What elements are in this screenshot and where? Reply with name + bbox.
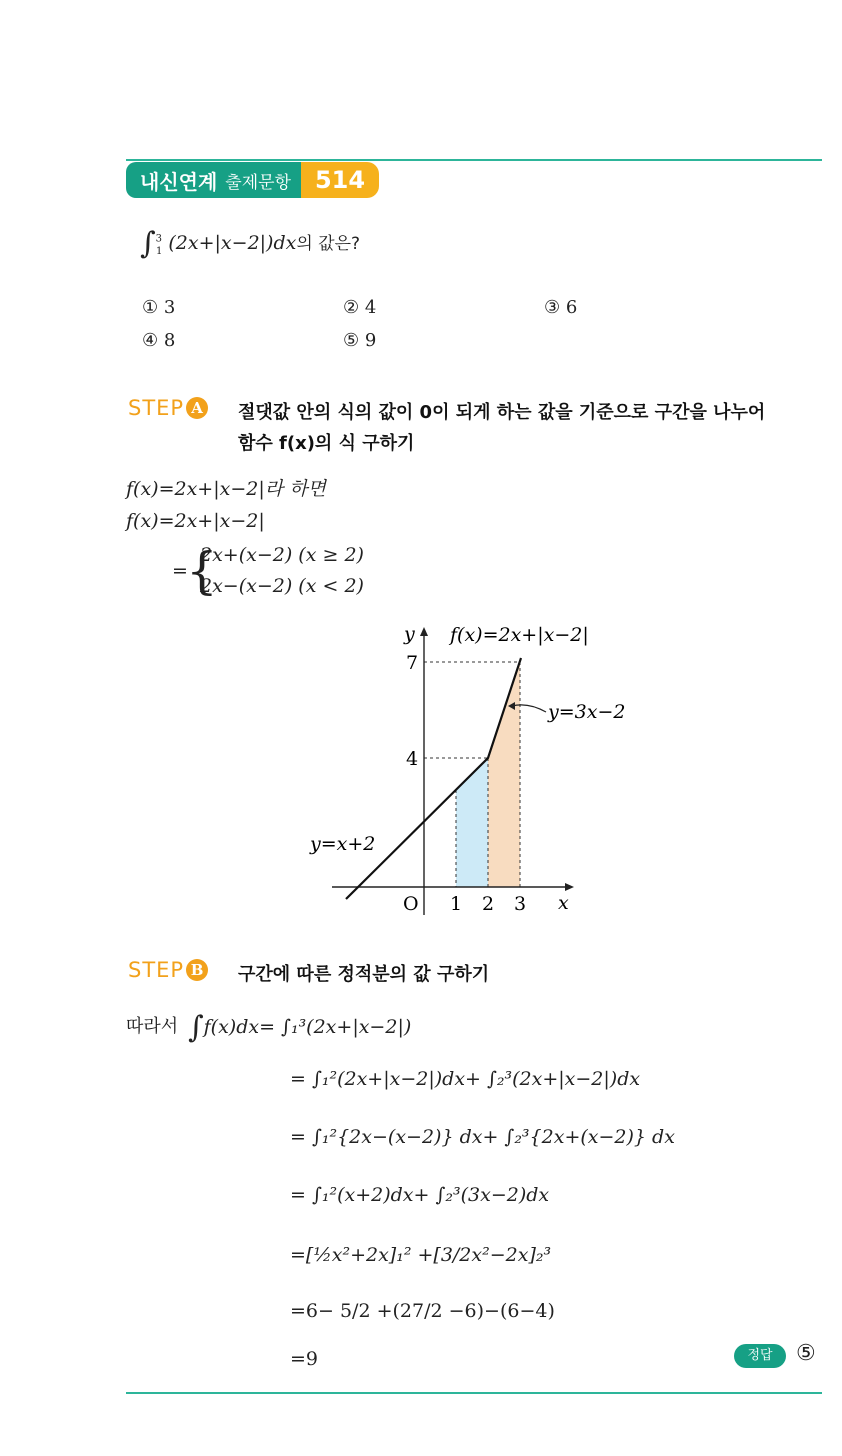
case-brace: {: [186, 542, 218, 600]
step-a-badge: A: [186, 397, 208, 419]
choice-1: ① 3: [142, 297, 176, 318]
x-axis-label: x: [558, 892, 569, 914]
bottom-divider: [126, 1392, 822, 1394]
integral-sign: ∫: [140, 226, 156, 261]
step-b-label: STEP B: [128, 958, 208, 982]
y-tick-4: 4: [406, 748, 419, 770]
case-equals: =: [172, 560, 188, 582]
header-badge-sub: 출제문항: [225, 172, 291, 193]
stepB-line-1: ∫f(x)dx= ∫₁³(2x+|x−2|): [188, 1010, 412, 1045]
step-a-title-1: 절댓값 안의 식의 값이 0이 되게 하는 값을 기준으로 구간을 나누어: [238, 402, 766, 423]
stepB-line-7: =9: [290, 1348, 319, 1370]
problem-header: [126, 162, 379, 198]
step-a-title-2: 함수 f(x)의 식 구하기: [238, 433, 415, 454]
problem-statement: [140, 222, 361, 261]
line-label-right: y=3x−2: [548, 701, 626, 723]
choice-5: ⑤ 9: [343, 330, 377, 351]
origin-label: O: [403, 893, 419, 915]
choice-2: ② 4: [343, 297, 377, 318]
x-tick-3: 3: [514, 893, 527, 915]
step-b-badge: B: [186, 959, 208, 981]
function-graph: [300, 612, 626, 922]
case-line-2: 2x−(x−2) (x < 2): [200, 575, 364, 597]
header-badge: [126, 162, 301, 198]
stepB-line-4: = ∫₁²(x+2)dx+ ∫₂³(3x−2)dx: [290, 1184, 550, 1206]
step-b-title: 구간에 따른 정적분의 값 구하기: [238, 964, 490, 985]
x-tick-1: 1: [450, 893, 463, 915]
y-tick-7: 7: [406, 652, 419, 674]
integral-upper: 3: [155, 233, 163, 245]
stepB-line-3: = ∫₁²{2x−(x−2)} dx+ ∫₂³{2x+(x−2)} dx: [290, 1126, 675, 1148]
question-suffix: 의 값은?: [296, 234, 361, 254]
choice-3: ③ 6: [544, 297, 578, 318]
x-axis-arrow: [565, 883, 574, 891]
stepB-prefix: 따라서: [126, 1016, 179, 1037]
choice-4: ④ 8: [142, 330, 176, 351]
func-label: f(x)=2x+|x−2|: [450, 624, 589, 646]
area-right: [488, 662, 520, 887]
y-axis-arrow: [420, 627, 428, 636]
header-badge-main: 내신연계: [140, 169, 218, 194]
x-tick-2: 2: [482, 893, 495, 915]
stepA-line-1: f(x)=2x+|x−2|라 하면: [126, 478, 326, 500]
integral-lower: 1: [156, 245, 163, 257]
stepB-line-2: = ∫₁²(2x+|x−2|)dx+ ∫₂³(2x+|x−2|)dx: [290, 1068, 641, 1090]
problem-number: 514: [301, 162, 379, 198]
stepB-line-6: =6− 5/2 +(27/2 −6)−(6−4): [290, 1300, 555, 1322]
stepB-line-5: =[½x²+2x]₁² +[3/2x²−2x]₂³: [290, 1244, 552, 1266]
y-axis-label: y: [404, 623, 415, 645]
answer-value: ⑤: [796, 1341, 816, 1366]
top-divider: [126, 159, 822, 161]
step-a-label: STEP A: [128, 396, 208, 420]
case-line-1: 2x+(x−2) (x ≥ 2): [200, 544, 364, 566]
stepA-line-2: f(x)=2x+|x−2|: [126, 510, 265, 532]
line-label-left: y=x+2: [310, 833, 376, 855]
area-left: [456, 758, 488, 887]
answer-badge: 정답: [734, 1344, 786, 1368]
integrand: (2x+|x−2|)dx: [168, 232, 297, 254]
